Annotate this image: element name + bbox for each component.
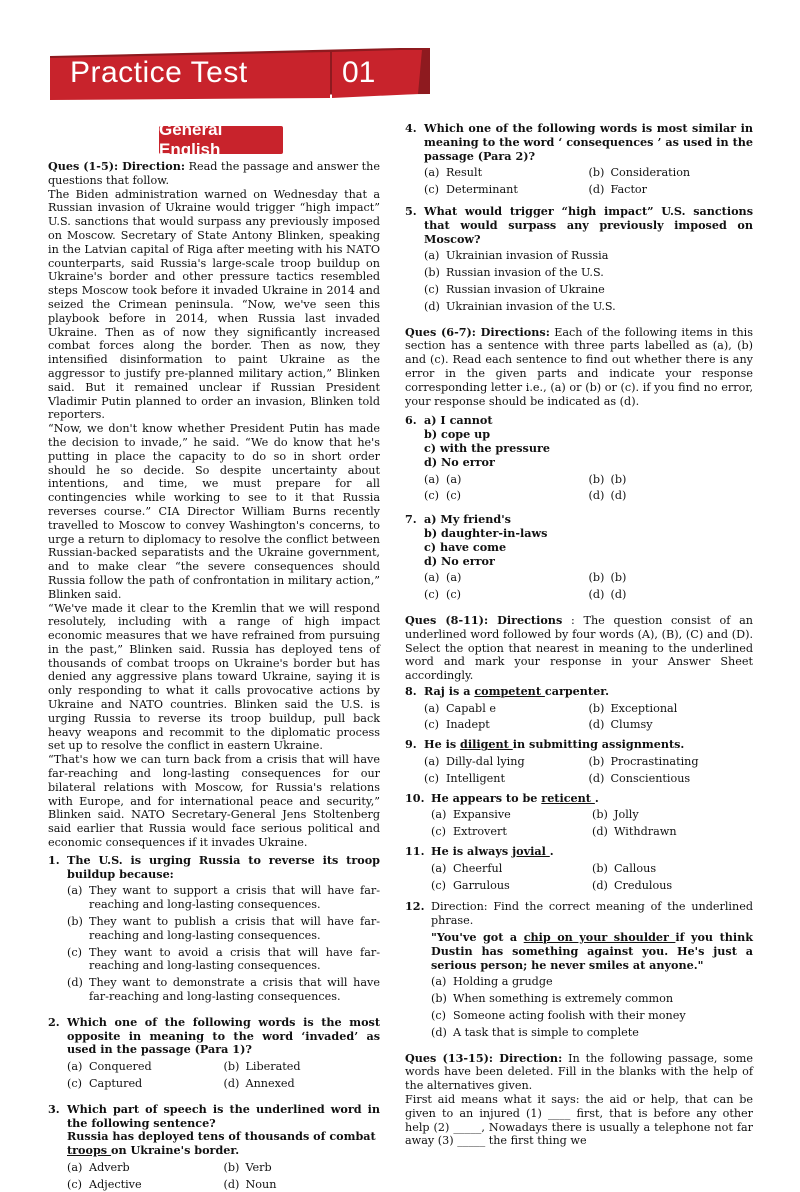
directions-13-15: Ques (13-15): Direction: In the following passage, some words have been deleted. Fill in the blanks with the help of the alternatives given. xyxy=(405,1050,753,1093)
option[interactable]: (d) Factor xyxy=(588,183,648,197)
option[interactable]: (a) Conquered xyxy=(67,1060,152,1074)
option[interactable]: (a) Dilly-dal lying xyxy=(424,755,525,769)
option[interactable]: (c) Extrovert xyxy=(431,825,507,839)
option[interactable]: (d) Noun xyxy=(223,1177,277,1191)
option[interactable]: (b) Consideration xyxy=(588,166,691,180)
option[interactable]: (d) A task that is simple to complete xyxy=(431,1025,639,1039)
option[interactable]: (a) They want to support a crisis that will have far-reaching and long-lasting consequences. xyxy=(67,884,380,912)
question-6: 6. a) I cannot b) cope up c) with the pressure d) No error (a) (a) (b) (b) (c) (c) (d) (d) xyxy=(405,414,753,503)
option[interactable]: (d) Ukrainian invasion of the U.S. xyxy=(424,299,616,313)
option[interactable]: (d) (d) xyxy=(588,588,627,602)
option[interactable]: (a) Result xyxy=(424,166,483,180)
option[interactable]: (d) They want to demonstrate a crisis that will have far-reaching and long-lasting consequences. xyxy=(67,976,380,1004)
option[interactable]: (c) Intelligent xyxy=(424,771,505,785)
question-4: 4. Which one of the following words is most similar in meaning to the word ‘ consequences ’ as used in the passage (Para 2)? (a) Result (b) Consideration (c) Determinant (d) Factor xyxy=(405,121,753,197)
option[interactable]: (d) Withdrawn xyxy=(592,825,677,839)
right-column xyxy=(405,122,753,1148)
option[interactable]: (b) Liberated xyxy=(223,1060,301,1074)
option[interactable]: (d) Annexed xyxy=(223,1077,295,1090)
question-sentence: Russia has deployed tens of thousands of combat troops on Ukraine's border. xyxy=(67,1129,376,1158)
option[interactable]: (b) Callous xyxy=(592,861,657,875)
question-3: 3. Which part of speech is the underlined word in the following sentence? Russia has deployed tens of thousands of combat troops on Ukraine's border. (a) Adverb (b) Verb (c) Adjective (d) Noun xyxy=(48,1101,380,1191)
option[interactable]: (a) Capabl e xyxy=(424,701,496,715)
passage-direction: Ques (1-5): Direction: Read the passage and answer the questions that follow. xyxy=(48,159,381,187)
left-column xyxy=(48,160,380,1192)
question-2: 2. Which one of the following words is the most opposite in meaning to the word ‘invaded’ as used in the passage (Para 1)? (a) Conquered (b) Liberated (c) Captured (d) Annexed xyxy=(48,1014,380,1090)
option[interactable]: (c) Someone acting foolish with their money xyxy=(431,1009,686,1023)
option[interactable]: (c) Garrulous xyxy=(431,878,510,892)
page-title: Practice Test xyxy=(70,56,248,89)
option[interactable]: (a) Expansive xyxy=(431,808,511,822)
question-10: 10. He appears to be reticent . (a) Expansive (b) Jolly (c) Extrovert (d) Withdrawn xyxy=(405,792,753,839)
option[interactable]: (b) When something is extremely common xyxy=(431,992,674,1006)
directions-6-7: Ques (6-7): Directions: Each of the following items in this section has a sentence with three parts labelled as (a), (b) and (c). Read each sentence to find out whether there is any error in the given parts and indicate your response corresponding letter i.e., (a) or (b) or (c). if you find no error, your response should be indicated as (d). xyxy=(405,324,753,408)
question-9: 9. He is diligent in submitting assignments. (a) Dilly-dal lying (b) Procrastinating (c) Intelligent (d) Conscientious xyxy=(405,738,753,785)
option[interactable]: (d) Clumsy xyxy=(588,718,653,732)
option[interactable]: (d) (d) xyxy=(588,489,627,503)
passage-para-4: “That's how we can turn back from a crisis that will have far-reaching and long-lasting consequences for our bilateral relations with Moscow, for Russia's relations with Europe, and for international peace and security,” Blinken said. NATO Secretary-General Jens Stoltenberg said earlier that Russia would face serious political and economic consequences if it invades Ukraine. xyxy=(48,753,380,850)
question-7: 7. a) My friend's b) daughter-in-laws c) have come d) No error (a) (a) (b) (b) (c) (c) (d) (d) xyxy=(405,513,753,602)
section-label: General English xyxy=(159,126,283,154)
question-11: 11. He is always jovial . (a) Cheerful (b) Callous (c) Garrulous (d) Credulous xyxy=(405,845,753,892)
option[interactable]: (a) (a) xyxy=(424,472,462,486)
header-banner xyxy=(50,48,430,104)
option[interactable]: (b) Jolly xyxy=(592,808,639,822)
option[interactable]: (d) Credulous xyxy=(592,878,673,892)
option[interactable]: (b) Procrastinating xyxy=(588,755,699,769)
option[interactable]: (c) Determinant xyxy=(424,183,518,197)
question-8: 8. Raj is a competent carpenter. (a) Capabl e (b) Exceptional (c) Inadept (d) Clumsy xyxy=(405,685,753,732)
passage-para-3: “We've made it clear to the Kremlin that we will respond resolutely, including with a range of high impact economic measures that we have refrained from pursuing in the past,” Blinken said. Russia has deployed tens of thousands of combat troops on Ukraine's border but has denied any aggressive plans toward Ukraine, saying it is only responding to what it calls provocative actions by Ukraine and NATO countries. Blinken said the U.S. is urging Russia to reverse its troop buildup, pull back heavy weapons and recommit to the diplomatic process set up to resolve the conflict in eastern Ukraine. xyxy=(48,601,380,753)
option[interactable]: (a) Holding a grudge xyxy=(431,975,553,989)
option[interactable]: (a) Cheerful xyxy=(431,861,503,875)
option[interactable]: (b) (b) xyxy=(588,571,627,585)
option[interactable]: (c) (c) xyxy=(424,588,461,602)
option[interactable]: (b) Russian invasion of the U.S. xyxy=(424,266,604,280)
test-number: 01 xyxy=(342,56,376,89)
question-sentence: "You've got a chip on your shoulder if you think Dustin has something against you. He's just a serious person; he never smiles at anyone." xyxy=(431,930,754,972)
option[interactable]: (a) Adverb xyxy=(67,1160,130,1174)
question-5: 5. What would trigger “high impact” U.S. sanctions that would surpass any previously imposed on Moscow? (a) Ukrainian invasion of Russia (b) Russian invasion of the U.S. (c) Russian invasion of Ukraine (d) Ukrainian invasion of the U.S. xyxy=(405,203,753,313)
cloze-passage: First aid means what it says: the aid or help, that can be given to an injured (1) ____ first, that is before any other help (2) _____, Nowadays there is usually a telephone not far away (3) _____ the first thing we xyxy=(405,1093,753,1148)
directions-8-11: Ques (8-11): Directions : The question consist of an underlined word followed by four words (A), (B), (C) and (D). Select the option that nearest in meaning to the underlined word and mark your response in your Answer Sheet accordingly. xyxy=(405,612,753,683)
option[interactable]: (c) Adjective xyxy=(67,1177,142,1191)
option[interactable]: (c) Russian invasion of Ukraine xyxy=(424,282,605,296)
option[interactable]: (c) (c) xyxy=(424,489,461,503)
option[interactable]: (b) Exceptional xyxy=(588,701,678,715)
option[interactable]: (c) They want to avoid a crisis that will have far-reaching and long-lasting consequences. xyxy=(67,945,380,973)
passage-para-2: “Now, we don't know whether President Putin has made the decision to invade,” he said. “We do know that he's putting in place the capacity to do so in short order should he so decide. So despite uncertainty about intentions, and time, we must prepare for all contingencies while working to see to it that Russia reverses course.” CIA Director William Burns recently travelled to Moscow to convey Washington's concerns, to urge a return to diplomacy to resolve the conflict between Russian-backed separatists and the Ukraine government, and to make clear “the severe consequences should Russia follow the path of confrontation in military action,” Blinken said. xyxy=(48,422,380,601)
option[interactable]: (c) Captured xyxy=(67,1077,143,1090)
question-12: 12. Direction: Find the correct meaning of the underlined phrase. "You've got a chip on your shoulder if you think Dustin has something against you. He's just a serious person; he never smiles at anyone." (a) Holding a grudge (b) When something is extremely common (c) Someone acting foolish with their money (d) A task that is simple to complete xyxy=(405,899,754,1039)
option[interactable]: (b) (b) xyxy=(588,472,627,486)
passage-para-1: The Biden administration warned on Wednesday that a Russian invasion of Ukraine would trigger “high impact” U.S. sanctions that would surpass any previously imposed on Moscow. Secretary of State Antony Blinken, speaking in the Latvian capital of Riga after meeting with his NATO counterparts, said Russia's large-scale troop buildup on Ukraine's border and other pressure tactics resembled steps Moscow took before it invaded Ukraine in 2014 and seized the Crimean peninsula. “Now, we've seen this playbook before in 2014, when Russia last invaded Ukraine. Then as of now they significantly increased combat forces along the border. Then as now, they intensified disinformation to paint Ukraine as the aggressor to justify pre-planned military action,” Blinken said. But it remained unclear if Russian President Vladimir Putin planned to order an invasion, Blinken told reporters. xyxy=(48,187,380,422)
option[interactable]: (c) Inadept xyxy=(424,718,490,732)
option[interactable]: (b) Verb xyxy=(223,1160,272,1174)
option[interactable]: (a) (a) xyxy=(424,571,462,585)
option[interactable]: (b) They want to publish a crisis that will have far-reaching and long-lasting consequences. xyxy=(67,915,380,942)
question-1: 1. The U.S. is urging Russia to reverse its troop buildup because: (a) They want to support a crisis that will have far-reaching and long-lasting consequences. (b) They want to publish a crisis that will have far-reaching and long-lasting consequences. (c) They want to avoid a crisis that will have far-reaching and long-lasting consequences. (d) They want to demonstrate a crisis that will have far-reaching and long-lasting consequences. xyxy=(48,852,380,1004)
option[interactable]: (a) Ukrainian invasion of Russia xyxy=(424,249,609,263)
option[interactable]: (d) Conscientious xyxy=(588,771,691,785)
